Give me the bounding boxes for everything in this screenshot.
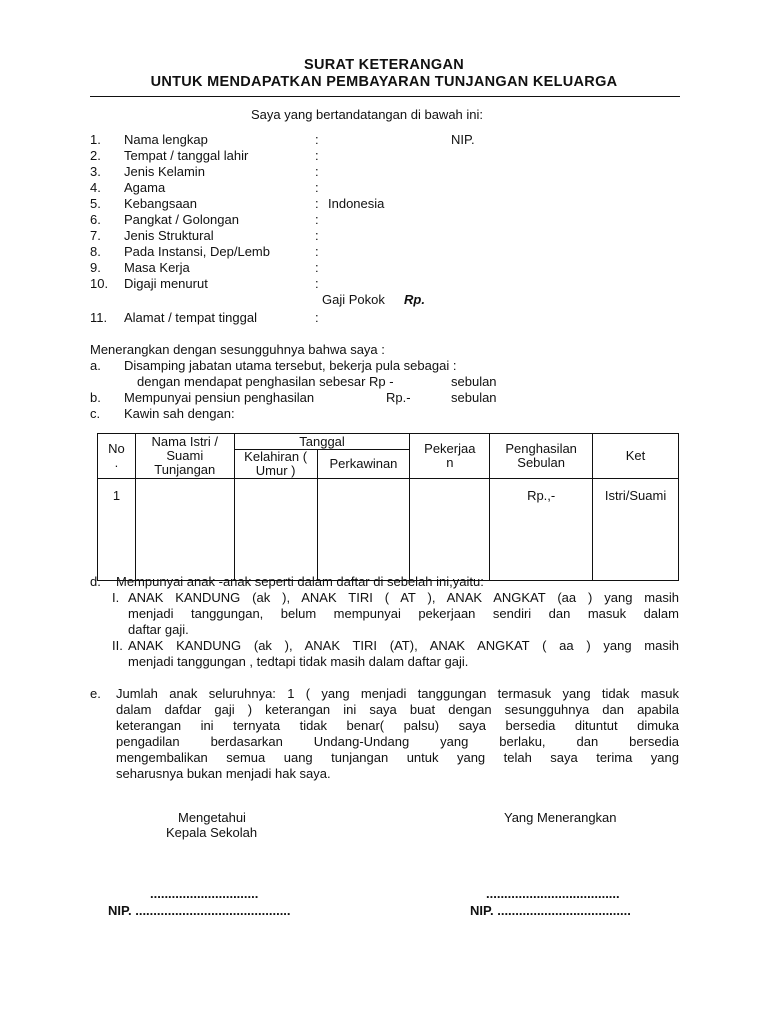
cell-kelahiran <box>234 479 317 581</box>
field-label: Digaji menurut <box>124 276 208 291</box>
table-header-row <box>98 434 679 450</box>
field-number: 11. <box>90 310 108 325</box>
field-colon: : <box>315 212 319 227</box>
total-last-line: seharusnya bukan menjadi hak saya. <box>116 766 331 781</box>
field-number: 10. <box>90 276 109 291</box>
field-label: Tempat / tanggal lahir <box>124 148 249 163</box>
item-marker-a: a. <box>90 358 101 373</box>
field-label: Kebangsaan <box>124 196 198 211</box>
header-tanggal: Tanggal <box>234 434 410 450</box>
item-a-line1: Disamping jabatan utama tersebut, bekerja pula sebagai : <box>124 358 457 373</box>
child-marker-i: I. <box>112 590 120 605</box>
field-label: Masa Kerja <box>124 260 190 275</box>
total-line: mengembalikan semua uang tunjangan untuk yang telah saya terima yang <box>116 750 679 765</box>
item-b-text: Mempunyai pensiun penghasilan <box>124 390 315 405</box>
field-label: Nama lengkap <box>124 132 208 147</box>
header-pekerjaan <box>410 434 490 479</box>
field-colon: : <box>315 196 319 211</box>
signature-left-dots: .............................. <box>150 886 259 901</box>
total-line: pengadilan berdasarkan Undang-Undang yang berlaku, dan bersedia <box>116 734 679 749</box>
child-ii-line2: menjadi tanggungan , tedtapi tidak masih dalam daftar gaji. <box>128 654 469 669</box>
header-perkawinan: Perkawinan <box>317 450 410 479</box>
item-b-amount: Rp.- <box>386 390 411 405</box>
field-number: 7. <box>90 228 101 243</box>
child-i-line3: daftar gaji. <box>128 622 189 637</box>
field-number: 2. <box>90 148 101 163</box>
item-b-unit: sebulan <box>451 390 497 405</box>
cell-perkawinan <box>317 479 410 581</box>
header-penghasilan: Penghasilan Sebulan <box>490 434 593 479</box>
item-marker-b: b. <box>90 390 101 405</box>
cell-pekerjaan <box>410 479 490 581</box>
field-colon: : <box>315 228 319 243</box>
field-colon: : <box>315 260 319 275</box>
field-number: 3. <box>90 164 101 179</box>
child-ii-line1: ANAK KANDUNG (ak ), ANAK TIRI (AT), ANAK ANGKAT ( aa ) yang masih <box>128 638 679 653</box>
item-marker-c: c. <box>90 406 101 421</box>
header-ket: Ket <box>593 434 679 479</box>
spouse-table <box>97 433 679 581</box>
header-no-line1: No <box>108 441 125 456</box>
signature-right-line1: Yang Menerangkan <box>504 810 617 825</box>
table-row <box>98 479 679 581</box>
document-title: SURAT KETERANGAN <box>303 57 464 73</box>
field-colon: : <box>315 148 319 163</box>
child-marker-ii: II. <box>112 638 123 653</box>
header-kelahiran: Kelahiran ( Umur ) <box>234 450 317 479</box>
item-c-text: Kawin sah dengan: <box>124 406 235 421</box>
field-label: Agama <box>124 180 166 195</box>
gaji-pokok-label: Gaji Pokok <box>322 292 385 307</box>
total-line: dalam dafdar gaji ) keterangan ini saya buat dengan sesungguhnya dan apabila <box>116 702 679 717</box>
signature-right-dots: ..................................... <box>486 886 620 901</box>
item-marker-e: e. <box>90 686 101 701</box>
field-colon: : <box>315 276 319 291</box>
signature-left-line2: Kepala Sekolah <box>166 825 258 840</box>
signature-right-nip: NIP. ..................................... <box>470 903 631 918</box>
header-no <box>98 434 136 479</box>
header-pekerjaan-line1: Pekerjaa <box>424 441 476 456</box>
field-colon: : <box>315 132 319 147</box>
item-a-unit: sebulan <box>451 374 497 389</box>
gaji-pokok-currency: Rp. <box>404 292 425 307</box>
cell-ket: Istri/Suami <box>593 479 679 581</box>
cell-penghasilan: Rp.,- <box>490 479 593 581</box>
signature-left-line1: Mengetahui <box>178 810 246 825</box>
field-colon: : <box>315 164 319 179</box>
field-number: 4. <box>90 180 101 195</box>
field-label: Pada Instansi, Dep/Lemb <box>124 244 270 259</box>
item-d-lead: Mempunyai anak -anak seperti dalam daftar di sebelah ini,yaitu: <box>116 574 484 589</box>
field-colon: : <box>315 310 319 325</box>
header-no-line2: . <box>114 455 119 470</box>
total-line: keterangan ini ternyata tidak benar( palsu) saya bersedia dituntut dimuka <box>116 718 679 733</box>
header-pekerjaan-line2: n <box>446 455 454 470</box>
field-number: 1. <box>90 132 101 147</box>
intro-text: Saya yang bertandatangan di bawah ini: <box>251 107 484 122</box>
document-subtitle: UNTUK MENDAPATKAN PEMBAYARAN TUNJANGAN KELUARGA <box>150 74 618 90</box>
field-number: 5. <box>90 196 101 211</box>
field-label: Pangkat / Golongan <box>124 212 239 227</box>
cell-nama <box>135 479 234 581</box>
field-value: Indonesia <box>328 196 385 211</box>
header-nama: Nama Istri / Suami Tunjangan <box>135 434 234 479</box>
field-number: 6. <box>90 212 101 227</box>
declaration-lead: Menerangkan dengan sesungguhnya bahwa saya : <box>90 342 385 357</box>
title-underline <box>90 96 680 97</box>
field-number: 8. <box>90 244 101 259</box>
field-colon: : <box>315 180 319 195</box>
child-i-line1: ANAK KANDUNG (ak ), ANAK TIRI ( AT ), ANAK ANGKAT (aa ) yang masih <box>128 590 679 605</box>
field-colon: : <box>315 244 319 259</box>
item-marker-d: d. <box>90 574 101 589</box>
field-label: Jenis Kelamin <box>124 164 205 179</box>
field-label: Alamat / tempat tinggal <box>124 310 257 325</box>
signature-left-nip: NIP. ........................................... <box>108 903 291 918</box>
field-label: Jenis Struktural <box>124 228 214 243</box>
child-i-line2: menjadi tanggungan, belum mempunyai pekerjaan sendiri dan masuk dalam <box>128 606 679 621</box>
field-number: 9. <box>90 260 101 275</box>
total-line: Jumlah anak seluruhnya: 1 ( yang menjadi tanggungan termasuk yang tidak masuk <box>116 686 679 701</box>
item-a-line2: dengan mendapat penghasilan sebesar Rp - <box>137 374 394 389</box>
nip-label: NIP. <box>451 132 475 147</box>
cell-no: 1 <box>98 479 136 581</box>
